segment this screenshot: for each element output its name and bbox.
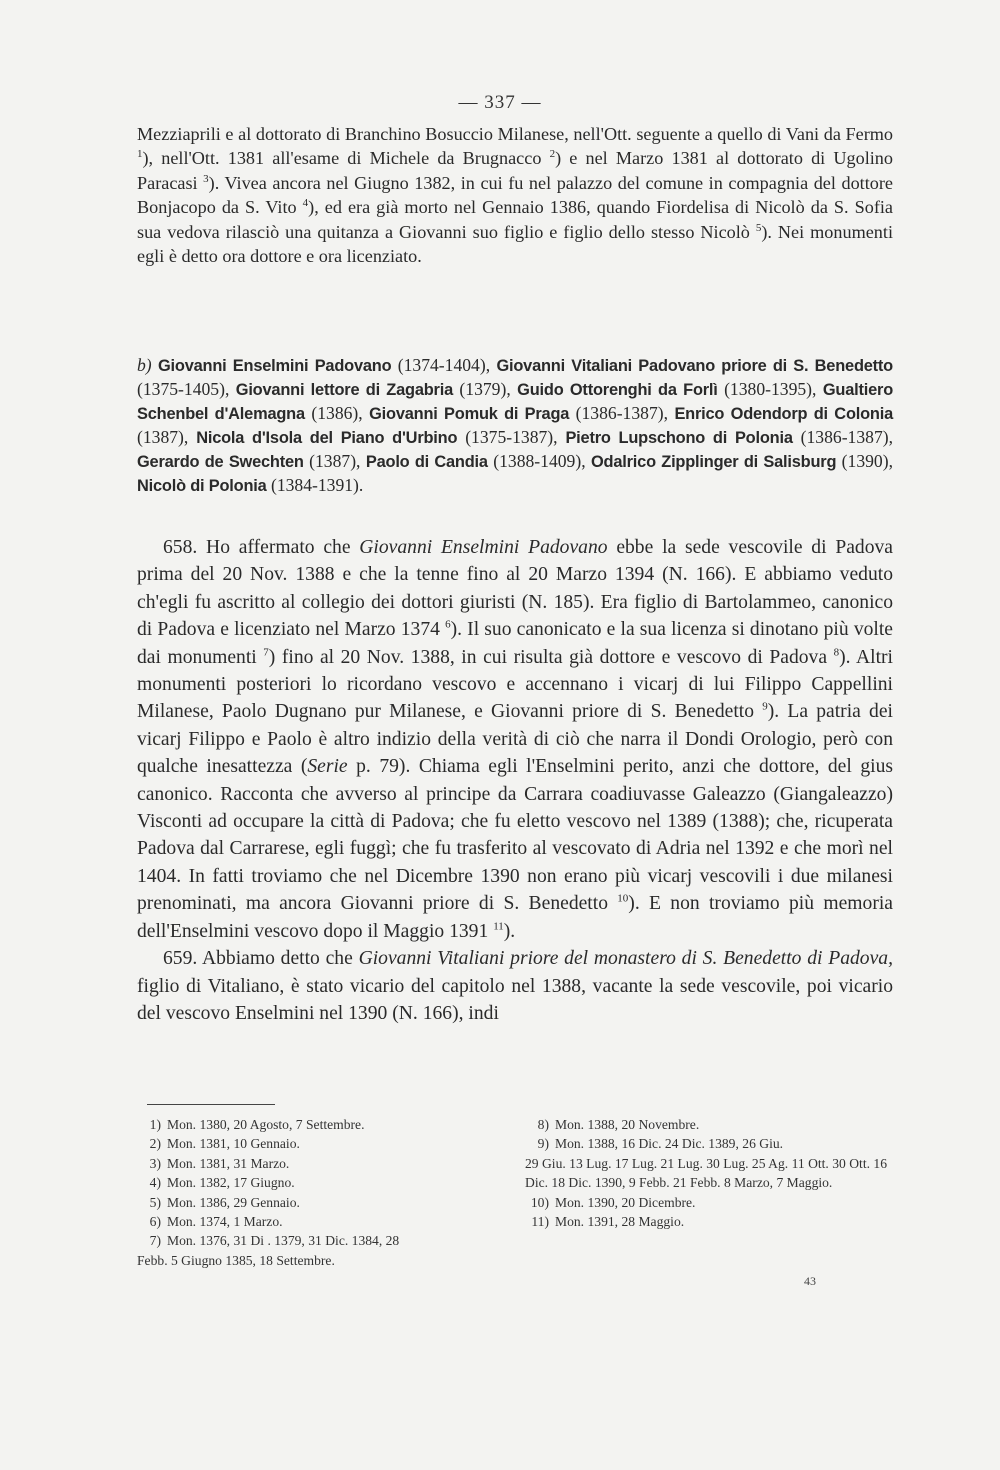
footnote-ref: 7	[263, 646, 269, 659]
footnote: 8) Mon. 1388, 20 Novembre.	[537, 1117, 700, 1132]
footnotes-left-column	[137, 1115, 509, 1270]
footnotes-right-column	[525, 1115, 895, 1231]
footnote-continuation: Febb. 5 Giugno 1385, 18 Settembre.	[137, 1252, 335, 1268]
footnote: 1) Mon. 1380, 20 Agosto, 7 Settembre.	[149, 1117, 365, 1132]
person-name: Enrico Odendorp di Colonia	[674, 405, 893, 424]
footnote-ref: 2	[549, 148, 556, 161]
person-name: Paolo di Candia	[365, 453, 488, 472]
person-name: Nicola d'Isola del Piano d'Urbino	[196, 429, 458, 448]
footnote-ref: 11	[493, 920, 504, 933]
person-name: Pietro Lupschono di Polonia	[565, 429, 793, 448]
footnote: 9) Mon. 1388, 16 Dic. 24 Dic. 1389, 26 Giu.	[537, 1136, 784, 1152]
person-name: Gualtiero Schenbel d'Alemagna	[137, 381, 894, 424]
footnote: 11) Mon. 1391, 28 Maggio.	[531, 1214, 685, 1230]
footnote-ref: 8	[833, 646, 840, 659]
names-list-paragraph: b) Giovanni Enselmini Padovano (1374-1404), Giovanni Vitaliani Padovano priore di S. Benedetto (1375-1405), Giovanni lettore di Zagabria (1379), Guido Ottorenghi da Forlì (1380-1395), Gualtiero Schenbel d'Alemagna (1386), Giovanni Pomuk di Praga (1386-1387), Enrico Odendorp di Colonia (1387), Nicola d'Isola del Piano d'Urbino (1375-1387), Pietro Lupschono di Polonia (1386-1387), Gerardo de Swechten (1387), Paolo di Candia (1388-1409), Odalrico Zipplinger di Salisburg (1390), Nicolò di Polonia (1384-1391).	[137, 355, 894, 496]
footnote: 6) Mon. 1374, 1 Marzo.	[149, 1214, 283, 1230]
footnote-ref: 5	[755, 221, 762, 234]
footnote: 7) Mon. 1376, 31 Di . 1379, 31 Dic. 1384, 28	[149, 1233, 400, 1249]
person-name: Giovanni Pomuk di Praga	[369, 405, 570, 424]
page-number: — 337 —	[458, 92, 542, 113]
person-name: Gerardo de Swechten	[137, 453, 304, 472]
footnote-ref: 4	[302, 197, 309, 210]
person-name: Guido Ottorenghi da Forlì	[517, 381, 718, 400]
footnote-ref: 1	[137, 148, 143, 161]
footnote: 10) Mon. 1390, 20 Dicembre.	[530, 1194, 696, 1210]
footnote-ref: 9	[762, 700, 768, 713]
footnote-continuation: 29 Giu. 13 Lug. 17 Lug. 21 Lug. 30 Lug. 25 Ag. 11 Ott. 30 Ott. 16 Dic. 18 Dic. 1390, 9 Febb. 21 Febb. 8 Marzo, 7 Maggio.	[525, 1155, 887, 1191]
footnote: 4) Mon. 1382, 17 Giugno.	[149, 1175, 295, 1191]
footnote-ref: 3	[203, 172, 209, 185]
person-name: Odalrico Zipplinger di Salisburg	[591, 453, 837, 472]
list-marker: b)	[137, 355, 152, 375]
footnote: 2) Mon. 1381, 10 Gennaio.	[149, 1136, 300, 1152]
person-name: Giovanni lettore di Zagabria	[235, 381, 454, 400]
person-name: Nicolò di Polonia	[137, 477, 267, 496]
paragraph-658: 658. Ho affermato che Giovanni Enselmini Padovano ebbe la sede vescovile di Padova prima del 20 Nov. 1388 e che la tenne fino al 20 Marzo 1394 (N. 166). E abbiamo veduto ch'egli fu ascritto al collegio dei dottori giuristi (N. 185). Era figlio di Bartolammeo, canonico di Padova e licenziato nel Marzo 1374 $^6$). Il suo canonicato e la sua licenza si dinotano più volte dai monumenti $^7$) fino al 20 Nov. 1388, in cui risulta già dottore e vescovo di Padova $^8$). Altri monumenti posteriori lo ricordano vescovo e accennano i vicarj di lui Filippo Cappellini Milanese, Paolo Dugnano pur Milanese, e Giovanni priore di S. Benedetto $^9$). La patria dei vicarj Filippo e Paolo è altro indizio della verità di ciò che narra il Dondi Orologio, però con qualche inesattezza (Serie p. 79). Chiama egli l'Enselmini perito, anzi che dottore, del gius canonico. Racconta che avverso al principe da Carrara coadiuvasse Galeazzo (Giangaleazzo) Visconti ad occupare la città di Padova; che fu eletto vescovo nel 1389 (1388); che, ricuperata Padova dal Carrarese, egli fuggì; che fu trasferito al vescovato di Adria nel 1392 e che morì nel 1404. In fatti troviamo che nel Dicembre 1390 non erano più vicarj vescovili i due milanesi prenominati, ma ancora Giovanni priore di S. Benedetto $^{10}$). E non troviamo più memoria dell'Enselmini vescovo dopo il Maggio 1391 $^{11}$).	[137, 537, 893, 942]
footnote-ref: 10	[617, 892, 629, 905]
footnote: 5) Mon. 1386, 29 Gennaio.	[149, 1194, 300, 1210]
person-name: Giovanni Vitaliani Padovano priore di S. Benedetto	[496, 357, 893, 375]
paragraph-continuation: Mezziaprili e al dottorato di Branchino Bosuccio Milanese, nell'Ott. seguente a quello di Vani da Fermo $^1$), nell'Ott. 1381 all'esame di Michele da Brugnacco $^2$) e nel Marzo 1381 al dottorato di Ugolino Paracasi $^3$). Vivea ancora nel Giugno 1382, in cui fu nel palazzo del comune in compagnia del dottore Bonjacopo da S. Vito $^4$), ed era già morto nel Gennaio 1386, quando Fiordelisa di Nicolò da S. Sofia sua vedova rilasciò una quitanza a Giovanni suo figlio e figlio dello stesso Nicolò $^5$). Nei monumenti egli è detto ora dottore e ora licenziato.	[137, 124, 894, 267]
footnote-divider	[147, 1104, 275, 1105]
main-text	[137, 534, 893, 1027]
footnote-ref: 6	[445, 618, 451, 631]
printer-signature: 43	[804, 1274, 816, 1288]
person-name: Giovanni Enselmini Padovano	[157, 357, 392, 375]
paragraph-659: 659. Abbiamo detto che Giovanni Vitaliani priore del monastero di S. Benedetto di Padova, figlio di Vitaliano, è stato vicario del capitolo nel 1388, vacante la sede vescovile, poi vicario del vescovo Enselmini nel 1390 (N. 166), indi	[137, 948, 894, 1024]
footnote: 3) Mon. 1381, 31 Marzo.	[149, 1155, 290, 1171]
